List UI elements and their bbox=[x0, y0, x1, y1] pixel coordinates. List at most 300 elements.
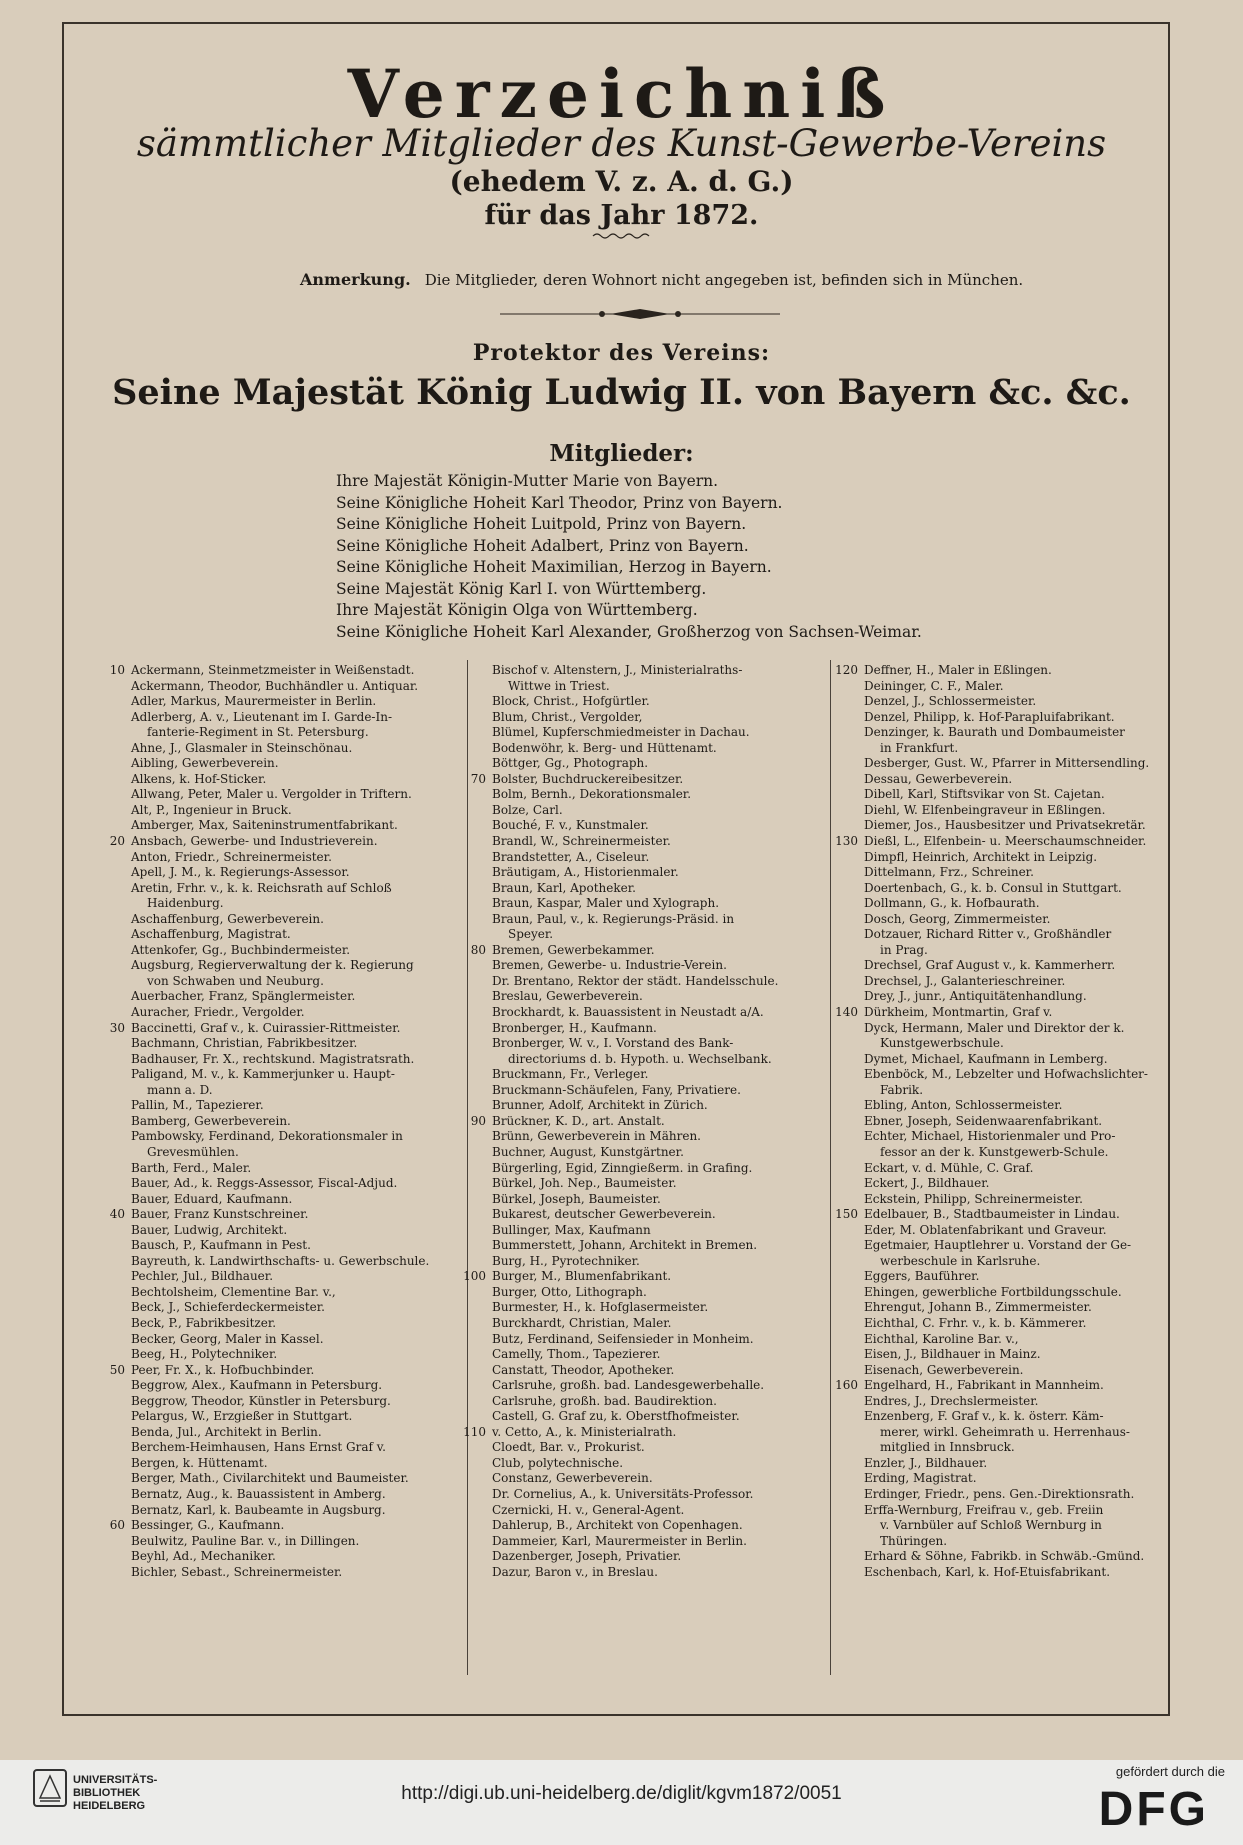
member-entry bbox=[828, 1285, 1173, 1301]
member-entry bbox=[828, 1005, 1173, 1021]
member-entry bbox=[456, 756, 831, 772]
member-entry bbox=[828, 958, 1173, 974]
member-entry bbox=[95, 1254, 465, 1270]
member-entry bbox=[95, 1129, 465, 1145]
entry-text: Brandstetter, A., Ciseleur. bbox=[492, 849, 650, 864]
member-entry bbox=[95, 1549, 465, 1565]
entry-text: Allwang, Peter, Maler u. Vergolder in Triftern. bbox=[131, 787, 412, 802]
member-entry bbox=[828, 1378, 1173, 1394]
entry-text: Bischof v. Altenstern, J., Ministerialraths- bbox=[492, 663, 743, 677]
entry-text: Aibling, Gewerbeverein. bbox=[131, 756, 279, 771]
royal-member: Ihre Majestät Königin Olga von Württemberg. bbox=[336, 601, 698, 619]
member-entry bbox=[828, 679, 1173, 695]
entry-text: Bichler, Sebast., Schreinermeister. bbox=[131, 1564, 343, 1579]
entry-text: werbeschule in Karlsruhe. bbox=[880, 1253, 1041, 1268]
entry-text: Endres, J., Drechslermeister. bbox=[864, 1393, 1039, 1408]
entry-number: 140 bbox=[835, 1005, 858, 1020]
member-entry bbox=[456, 1409, 831, 1425]
entry-text: Butz, Ferdinand, Seifensieder in Monheim. bbox=[492, 1331, 754, 1346]
note-text: Die Mitglieder, deren Wohnort nicht angegeben ist, befinden sich in München. bbox=[424, 271, 1024, 289]
member-entry bbox=[456, 1456, 831, 1472]
entry-text: Eckart, v. d. Mühle, C. Graf. bbox=[864, 1160, 1034, 1175]
entry-text: Enzenberg, F. Graf v., k. k. österr. Käm- bbox=[864, 1409, 1104, 1424]
royal-member: Ihre Majestät Königin-Mutter Marie von Bayern. bbox=[336, 472, 719, 490]
entry-text: Dimpfl, Heinrich, Architekt in Leipzig. bbox=[864, 849, 1098, 864]
member-entry bbox=[456, 1114, 831, 1130]
member-column-1 bbox=[95, 663, 465, 1580]
member-entry bbox=[95, 1565, 465, 1581]
member-entry bbox=[828, 1145, 1173, 1161]
entry-text: Eggers, Bauführer. bbox=[864, 1269, 980, 1284]
member-entry bbox=[95, 1145, 465, 1161]
page-title: Verzeichniß bbox=[347, 55, 896, 133]
entry-text: Engelhard, H., Fabrikant in Mannheim. bbox=[864, 1378, 1104, 1393]
member-entry bbox=[95, 1052, 465, 1068]
member-entry bbox=[828, 741, 1173, 757]
former-name: (ehedem V. z. A. d. G.) bbox=[449, 165, 794, 198]
member-entry bbox=[95, 1005, 465, 1021]
entry-text: Bremen, Gewerbekammer. bbox=[492, 942, 655, 957]
member-entry bbox=[456, 803, 831, 819]
member-entry bbox=[95, 943, 465, 959]
entry-text: Eisenach, Gewerbeverein. bbox=[864, 1362, 1024, 1377]
protector-label: Protektor des Vereins: bbox=[472, 340, 771, 366]
entry-text: Ehingen, gewerbliche Fortbildungsschule. bbox=[864, 1284, 1122, 1299]
entry-text: Adlerberg, A. v., Lieutenant im I. Garde-In- bbox=[131, 709, 392, 724]
member-entry bbox=[828, 1332, 1173, 1348]
entry-text: Beck, J., Schieferdeckermeister. bbox=[131, 1300, 325, 1315]
entry-text: Bauer, Ludwig, Architekt. bbox=[131, 1222, 288, 1237]
funded-by-label: gefördert durch die bbox=[1115, 1764, 1225, 1779]
entry-text: Böttger, Gg., Photograph. bbox=[492, 756, 649, 771]
member-entry bbox=[456, 1363, 831, 1379]
member-entry bbox=[456, 850, 831, 866]
entry-text: Paligand, M. v., k. Kammerjunker u. Haupt- bbox=[131, 1067, 395, 1082]
entry-text: Becker, Georg, Maler in Kassel. bbox=[131, 1331, 324, 1346]
entry-text: Club, polytechnische. bbox=[492, 1455, 624, 1470]
member-entry bbox=[828, 725, 1173, 741]
member-entry bbox=[456, 1005, 831, 1021]
members-heading: Mitglieder: bbox=[549, 440, 694, 467]
member-entry bbox=[95, 1192, 465, 1208]
entry-number: 60 bbox=[109, 1518, 125, 1533]
entry-text: Burger, M., Blumenfabrikant. bbox=[492, 1269, 672, 1284]
member-entry bbox=[456, 1316, 831, 1332]
member-entry bbox=[828, 1269, 1173, 1285]
member-entry bbox=[95, 1409, 465, 1425]
entry-text: Bummerstett, Johann, Architekt in Bremen. bbox=[492, 1238, 758, 1253]
member-entry bbox=[95, 1487, 465, 1503]
entry-text: Beggrow, Alex., Kaufmann in Petersburg. bbox=[131, 1378, 383, 1393]
entry-text: Alt, P., Ingenieur in Bruck. bbox=[131, 802, 292, 817]
entry-number: 120 bbox=[835, 663, 858, 677]
entry-text: Dürkheim, Montmartin, Graf v. bbox=[864, 1005, 1053, 1020]
entry-text: Bruckmann, Fr., Verleger. bbox=[492, 1067, 649, 1082]
entry-text: Bachmann, Christian, Fabrikbesitzer. bbox=[131, 1036, 358, 1051]
entry-text: Bernatz, Aug., k. Bauassistent in Amberg. bbox=[131, 1486, 386, 1501]
entry-text: Aretin, Frhr. v., k. k. Reichsrath auf Schloß bbox=[131, 880, 392, 895]
entry-text: Braun, Karl, Apotheker. bbox=[492, 880, 636, 895]
member-entry bbox=[95, 1332, 465, 1348]
member-entry bbox=[456, 741, 831, 757]
entry-text: Czernicki, H. v., General-Agent. bbox=[492, 1502, 685, 1517]
entry-text: Carlsruhe, großh. bad. Landesgewerbehalle. bbox=[492, 1378, 765, 1393]
year-line: für das Jahr 1872. bbox=[484, 200, 759, 231]
member-entry bbox=[95, 989, 465, 1005]
member-entry bbox=[95, 1021, 465, 1037]
entry-text: Enzler, J., Bildhauer. bbox=[864, 1455, 988, 1470]
member-entry bbox=[456, 912, 831, 928]
member-entry bbox=[828, 834, 1173, 850]
entry-text: Beulwitz, Pauline Bar. v., in Dillingen. bbox=[131, 1533, 360, 1548]
member-entry bbox=[95, 1067, 465, 1083]
member-entry bbox=[95, 1363, 465, 1379]
member-entry bbox=[828, 1316, 1173, 1332]
member-entry bbox=[95, 710, 465, 726]
member-entry bbox=[828, 865, 1173, 881]
entry-text: Echter, Michael, Historienmaler und Pro- bbox=[864, 1129, 1116, 1144]
entry-text: Beggrow, Theodor, Künstler in Petersburg. bbox=[131, 1393, 391, 1408]
entry-text: Bayreuth, k. Landwirthschafts- u. Gewerbschule. bbox=[131, 1253, 430, 1268]
entry-text: Blum, Christ., Vergolder, bbox=[492, 709, 643, 724]
member-entry bbox=[456, 1254, 831, 1270]
member-entry bbox=[828, 1471, 1173, 1487]
page-subtitle: sämmtlicher Mitglieder des Kunst-Gewerbe-Vereins bbox=[136, 122, 1107, 165]
member-entry bbox=[95, 865, 465, 881]
member-entry bbox=[828, 1192, 1173, 1208]
member-entry bbox=[456, 1052, 831, 1068]
entry-text: Burmester, H., k. Hofglasermeister. bbox=[492, 1300, 709, 1315]
member-entry bbox=[456, 1067, 831, 1083]
entry-text: Doertenbach, G., k. b. Consul in Stuttgart. bbox=[864, 880, 1122, 895]
entry-text: directoriums d. b. Hypoth. u. Wechselbank. bbox=[508, 1051, 772, 1066]
entry-number: 10 bbox=[109, 663, 125, 677]
entry-text: Beeg, H., Polytechniker. bbox=[131, 1347, 278, 1362]
royal-member: Seine Königliche Hoheit Luitpold, Prinz von Bayern. bbox=[336, 515, 747, 533]
member-entry bbox=[828, 1409, 1173, 1425]
entry-text: Eder, M. Oblatenfabrikant und Graveur. bbox=[864, 1222, 1107, 1237]
member-entry bbox=[95, 1223, 465, 1239]
entry-text: Bruckmann-Schäufelen, Fany, Privatiere. bbox=[492, 1082, 741, 1097]
entry-text: Beyhl, Ad., Mechaniker. bbox=[131, 1549, 276, 1564]
member-entry bbox=[95, 1518, 465, 1534]
entry-text: Bausch, P., Kaufmann in Pest. bbox=[131, 1238, 311, 1253]
member-entry bbox=[828, 1549, 1173, 1565]
member-entry bbox=[828, 1238, 1173, 1254]
entry-text: Egetmaier, Hauptlehrer u. Vorstand der Ge- bbox=[864, 1238, 1132, 1253]
entry-text: Pallin, M., Tapezierer. bbox=[131, 1098, 264, 1113]
entry-text: Pechler, Jul., Bildhauer. bbox=[131, 1269, 274, 1284]
member-entry bbox=[456, 1036, 831, 1052]
entry-text: Erdinger, Friedr., pens. Gen.-Direktionsrath. bbox=[864, 1486, 1135, 1501]
member-entry bbox=[828, 1534, 1173, 1550]
member-entry bbox=[828, 1518, 1173, 1534]
entry-number: 30 bbox=[109, 1020, 125, 1035]
entry-text: Edelbauer, B., Stadtbaumeister in Lindau. bbox=[864, 1207, 1120, 1222]
entry-text: Eckert, J., Bildhauer. bbox=[864, 1176, 990, 1191]
entry-number: 100 bbox=[463, 1269, 486, 1284]
member-entry bbox=[95, 1534, 465, 1550]
note-label: Anmerkung. bbox=[300, 270, 411, 289]
entry-text: Pelargus, W., Erzgießer in Stuttgart. bbox=[131, 1409, 353, 1424]
entry-text: Erffa-Wernburg, Freifrau v., geb. Freiin bbox=[864, 1502, 1104, 1517]
entry-text: Block, Christ., Hofgürtler. bbox=[492, 694, 650, 709]
entry-text: Dosch, Georg, Zimmermeister. bbox=[864, 911, 1051, 926]
entry-text: mann a. D. bbox=[147, 1082, 213, 1097]
member-entry bbox=[828, 881, 1173, 897]
entry-number: 110 bbox=[463, 1424, 486, 1439]
member-entry bbox=[95, 694, 465, 710]
entry-text: Ebling, Anton, Schlossermeister. bbox=[864, 1098, 1063, 1113]
member-entry bbox=[456, 1223, 831, 1239]
library-name-line: UNIVERSITÄTS- bbox=[73, 1774, 158, 1786]
member-entry bbox=[95, 818, 465, 834]
member-entry bbox=[828, 1487, 1173, 1503]
member-entry bbox=[456, 725, 831, 741]
entry-text: Aschaffenburg, Gewerbeverein. bbox=[131, 911, 324, 926]
member-entry bbox=[456, 1021, 831, 1037]
entry-number: 40 bbox=[109, 1207, 125, 1222]
member-entry bbox=[95, 1285, 465, 1301]
entry-text: Brandl, W., Schreinermeister. bbox=[492, 834, 671, 849]
member-entry bbox=[456, 1565, 831, 1581]
entry-text: Constanz, Gewerbeverein. bbox=[492, 1471, 653, 1486]
member-entry bbox=[95, 1347, 465, 1363]
member-entry bbox=[456, 1471, 831, 1487]
entry-text: Ackermann, Theodor, Buchhändler u. Antiquar. bbox=[131, 678, 419, 693]
royal-members-list bbox=[336, 471, 996, 643]
entry-text: Bauer, Eduard, Kaufmann. bbox=[131, 1191, 293, 1206]
member-entry bbox=[456, 834, 831, 850]
member-entry bbox=[95, 741, 465, 757]
entry-text: Dollmann, G., k. Hofbaurath. bbox=[864, 896, 1040, 911]
entry-text: in Prag. bbox=[880, 942, 928, 957]
member-entry bbox=[456, 989, 831, 1005]
member-entry bbox=[828, 927, 1173, 943]
member-entry bbox=[828, 803, 1173, 819]
member-entry bbox=[95, 1316, 465, 1332]
entry-text: Amberger, Max, Saiteninstrumentfabrikant. bbox=[131, 818, 398, 833]
member-entry bbox=[95, 1083, 465, 1099]
member-entry bbox=[95, 1238, 465, 1254]
entry-text: Cloedt, Bar. v., Prokurist. bbox=[492, 1440, 645, 1455]
member-entry bbox=[95, 787, 465, 803]
member-column-2 bbox=[456, 663, 831, 1580]
member-entry bbox=[456, 1300, 831, 1316]
entry-text: Bürgerling, Egid, Zinngießerm. in Grafing. bbox=[492, 1160, 753, 1175]
entry-text: Dammeier, Karl, Maurermeister in Berlin. bbox=[492, 1533, 747, 1548]
entry-text: Drey, J., junr., Antiquitätenhandlung. bbox=[864, 989, 1087, 1004]
entry-number: 20 bbox=[109, 834, 125, 849]
entry-text: Bullinger, Max, Kaufmann bbox=[492, 1222, 651, 1237]
entry-text: Apell, J. M., k. Regierungs-Assessor. bbox=[131, 865, 350, 880]
annotation-note bbox=[300, 270, 1023, 289]
entry-text: Bolster, Buchdruckereibesitzer. bbox=[492, 771, 684, 786]
entry-text: Burckhardt, Christian, Maler. bbox=[492, 1315, 672, 1330]
protector-name: Seine Majestät König Ludwig II. von Bayern &c. &c. bbox=[112, 372, 1131, 413]
member-entry bbox=[828, 1394, 1173, 1410]
entry-text: Diemer, Jos., Hausbesitzer und Privatsekretär. bbox=[864, 818, 1146, 833]
member-entry bbox=[456, 1534, 831, 1550]
entry-text: Peer, Fr. X., k. Hofbuchbinder. bbox=[131, 1362, 315, 1377]
dfg-logo: DFG bbox=[1098, 1783, 1209, 1836]
member-entry bbox=[828, 787, 1173, 803]
member-entry bbox=[456, 694, 831, 710]
entry-text: Dr. Brentano, Rektor der städt. Handelsschule. bbox=[492, 973, 779, 988]
member-entry bbox=[828, 1129, 1173, 1145]
member-entry bbox=[95, 1269, 465, 1285]
member-entry bbox=[95, 1456, 465, 1472]
entry-text: Braun, Kaspar, Maler und Xylograph. bbox=[492, 896, 720, 911]
royal-member: Seine Königliche Hoheit Karl Theodor, Prinz von Bayern. bbox=[336, 493, 783, 512]
entry-text: Bessinger, G., Kaufmann. bbox=[131, 1518, 285, 1533]
entry-text: Bolze, Carl. bbox=[492, 802, 563, 817]
entry-text: Bräutigam, A., Historienmaler. bbox=[492, 865, 679, 880]
entry-text: Auerbacher, Franz, Spänglermeister. bbox=[131, 989, 356, 1004]
entry-text: v. Varnbüler auf Schloß Wernburg in bbox=[880, 1518, 1102, 1533]
entry-text: merer, wirkl. Geheimrath u. Herrenhaus- bbox=[880, 1424, 1130, 1439]
member-entry bbox=[456, 1269, 831, 1285]
entry-text: Bouché, F. v., Kunstmaler. bbox=[492, 818, 649, 833]
entry-number: 130 bbox=[835, 834, 858, 849]
member-entry bbox=[456, 1285, 831, 1301]
entry-text: Denzel, J., Schlossermeister. bbox=[864, 694, 1037, 709]
entry-text: Thüringen. bbox=[880, 1533, 948, 1548]
entry-text: Ahne, J., Glasmaler in Steinschönau. bbox=[131, 740, 353, 755]
member-entry bbox=[828, 1440, 1173, 1456]
member-entry bbox=[828, 1565, 1173, 1581]
entry-text: Erhard & Söhne, Fabrikb. in Schwäb.-Gmünd. bbox=[864, 1549, 1145, 1564]
member-entry bbox=[828, 818, 1173, 834]
entry-text: Berger, Math., Civilarchitekt und Baumeister. bbox=[131, 1471, 409, 1486]
entry-text: Braun, Paul, v., k. Regierungs-Präsid. in bbox=[492, 911, 735, 926]
entry-text: Speyer. bbox=[508, 927, 554, 942]
entry-text: Brunner, Adolf, Architekt in Zürich. bbox=[492, 1098, 708, 1113]
entry-text: Dibell, Karl, Stiftsvikar von St. Cajetan. bbox=[864, 787, 1105, 802]
entry-text: Kunstgewerbschule. bbox=[880, 1036, 1004, 1051]
member-entry bbox=[456, 896, 831, 912]
member-entry bbox=[828, 943, 1173, 959]
entry-text: Benda, Jul., Architekt in Berlin. bbox=[131, 1424, 322, 1439]
member-entry bbox=[95, 1378, 465, 1394]
entry-text: mitglied in Innsbruck. bbox=[880, 1440, 1015, 1455]
entry-text: Carlsruhe, großh. bad. Baudirektion. bbox=[492, 1393, 717, 1408]
member-entry bbox=[95, 1503, 465, 1519]
member-entry bbox=[456, 1161, 831, 1177]
entry-text: in Frankfurt. bbox=[880, 740, 959, 755]
entry-text: Ehrengut, Johann B., Zimmermeister. bbox=[864, 1300, 1092, 1315]
entry-text: Erding, Magistrat. bbox=[864, 1471, 977, 1486]
entry-text: Burg, H., Pyrotechniker. bbox=[492, 1253, 640, 1268]
divider-ornament bbox=[490, 308, 790, 320]
entry-text: v. Cetto, A., k. Ministerialrath. bbox=[492, 1424, 677, 1439]
entry-text: Dazenberger, Joseph, Privatier. bbox=[492, 1549, 682, 1564]
entry-text: Berchem-Heimhausen, Hans Ernst Graf v. bbox=[131, 1440, 386, 1455]
entry-text: fessor an der k. Kunstgewerb-Schule. bbox=[880, 1144, 1109, 1159]
member-entry bbox=[456, 1207, 831, 1223]
entry-text: Eckstein, Philipp, Schreinermeister. bbox=[864, 1191, 1083, 1206]
member-entry bbox=[828, 1052, 1173, 1068]
member-entry bbox=[95, 1394, 465, 1410]
entry-text: Dessau, Gewerbeverein. bbox=[864, 771, 1013, 786]
member-entry bbox=[456, 663, 831, 679]
member-entry bbox=[95, 896, 465, 912]
member-entry bbox=[828, 710, 1173, 726]
entry-text: Eichthal, C. Frhr. v., k. b. Kämmerer. bbox=[864, 1315, 1087, 1330]
member-entry bbox=[95, 958, 465, 974]
royal-member: Seine Königliche Hoheit Karl Alexander, Großherzog von Sachsen-Weimar. bbox=[336, 622, 922, 641]
entry-text: Barth, Ferd., Maler. bbox=[131, 1160, 252, 1175]
entry-number: 50 bbox=[109, 1362, 125, 1377]
member-entry bbox=[95, 974, 465, 990]
entry-text: Bechtolsheim, Clementine Bar. v., bbox=[131, 1284, 336, 1299]
entry-text: Brünn, Gewerbeverein in Mähren. bbox=[492, 1129, 701, 1144]
entry-text: Dyck, Hermann, Maler und Direktor der k. bbox=[864, 1020, 1125, 1035]
member-entry bbox=[456, 881, 831, 897]
entry-text: von Schwaben und Neuburg. bbox=[147, 973, 324, 988]
member-entry bbox=[828, 1456, 1173, 1472]
entry-text: Castell, G. Graf zu, k. Oberstfhofmeister. bbox=[492, 1409, 740, 1424]
member-entry bbox=[828, 1223, 1173, 1239]
royal-member: Seine Königliche Hoheit Maximilian, Herzog in Bayern. bbox=[336, 558, 772, 576]
member-entry bbox=[456, 1347, 831, 1363]
entry-text: Dymet, Michael, Kaufmann in Lemberg. bbox=[864, 1051, 1108, 1066]
member-entry bbox=[456, 1332, 831, 1348]
member-entry bbox=[456, 1083, 831, 1099]
member-entry bbox=[456, 865, 831, 881]
member-entry bbox=[828, 1021, 1173, 1037]
member-entry bbox=[95, 663, 465, 679]
entry-text: Brückner, K. D., art. Anstalt. bbox=[492, 1113, 665, 1128]
entry-text: Bernatz, Karl, k. Baubeamte in Augsburg. bbox=[131, 1502, 386, 1517]
member-entry bbox=[95, 1036, 465, 1052]
entry-text: Haidenburg. bbox=[147, 896, 224, 911]
member-entry bbox=[95, 725, 465, 741]
member-entry bbox=[456, 1425, 831, 1441]
member-entry bbox=[456, 943, 831, 959]
member-entry bbox=[456, 1487, 831, 1503]
member-entry bbox=[828, 1347, 1173, 1363]
member-entry bbox=[828, 756, 1173, 772]
entry-text: Pambowsky, Ferdinand, Dekorationsmaler in bbox=[131, 1129, 403, 1144]
member-entry bbox=[456, 1238, 831, 1254]
entry-text: Eisen, J., Bildhauer in Mainz. bbox=[864, 1347, 1041, 1362]
entry-text: Bukarest, deutscher Gewerbeverein. bbox=[492, 1207, 716, 1222]
entry-text: Attenkofer, Gg., Buchbindermeister. bbox=[131, 942, 351, 957]
entry-number: 150 bbox=[835, 1207, 858, 1222]
member-entry bbox=[95, 850, 465, 866]
member-entry bbox=[95, 1440, 465, 1456]
member-entry bbox=[828, 1254, 1173, 1270]
entry-text: Wittwe in Triest. bbox=[508, 678, 610, 693]
entry-text: Bürkel, Joseph, Baumeister. bbox=[492, 1191, 661, 1206]
member-entry bbox=[95, 1207, 465, 1223]
member-entry bbox=[828, 1036, 1173, 1052]
permalink-url[interactable]: http://digi.ub.uni-heidelberg.de/diglit/kgvm1872/0051 bbox=[401, 1783, 842, 1804]
member-entry bbox=[828, 772, 1173, 788]
member-entry bbox=[95, 881, 465, 897]
entry-text: Dahlerup, B., Architekt von Copenhagen. bbox=[492, 1518, 743, 1533]
member-entry bbox=[456, 1503, 831, 1519]
member-entry bbox=[95, 1471, 465, 1487]
entry-text: Drechsel, Graf August v., k. Kammerherr. bbox=[864, 958, 1116, 973]
entry-text: Bremen, Gewerbe- u. Industrie-Verein. bbox=[492, 958, 727, 973]
member-entry bbox=[95, 772, 465, 788]
member-entry bbox=[828, 850, 1173, 866]
member-entry bbox=[828, 1207, 1173, 1223]
member-entry bbox=[828, 1176, 1173, 1192]
entry-text: Burger, Otto, Lithograph. bbox=[492, 1284, 647, 1299]
